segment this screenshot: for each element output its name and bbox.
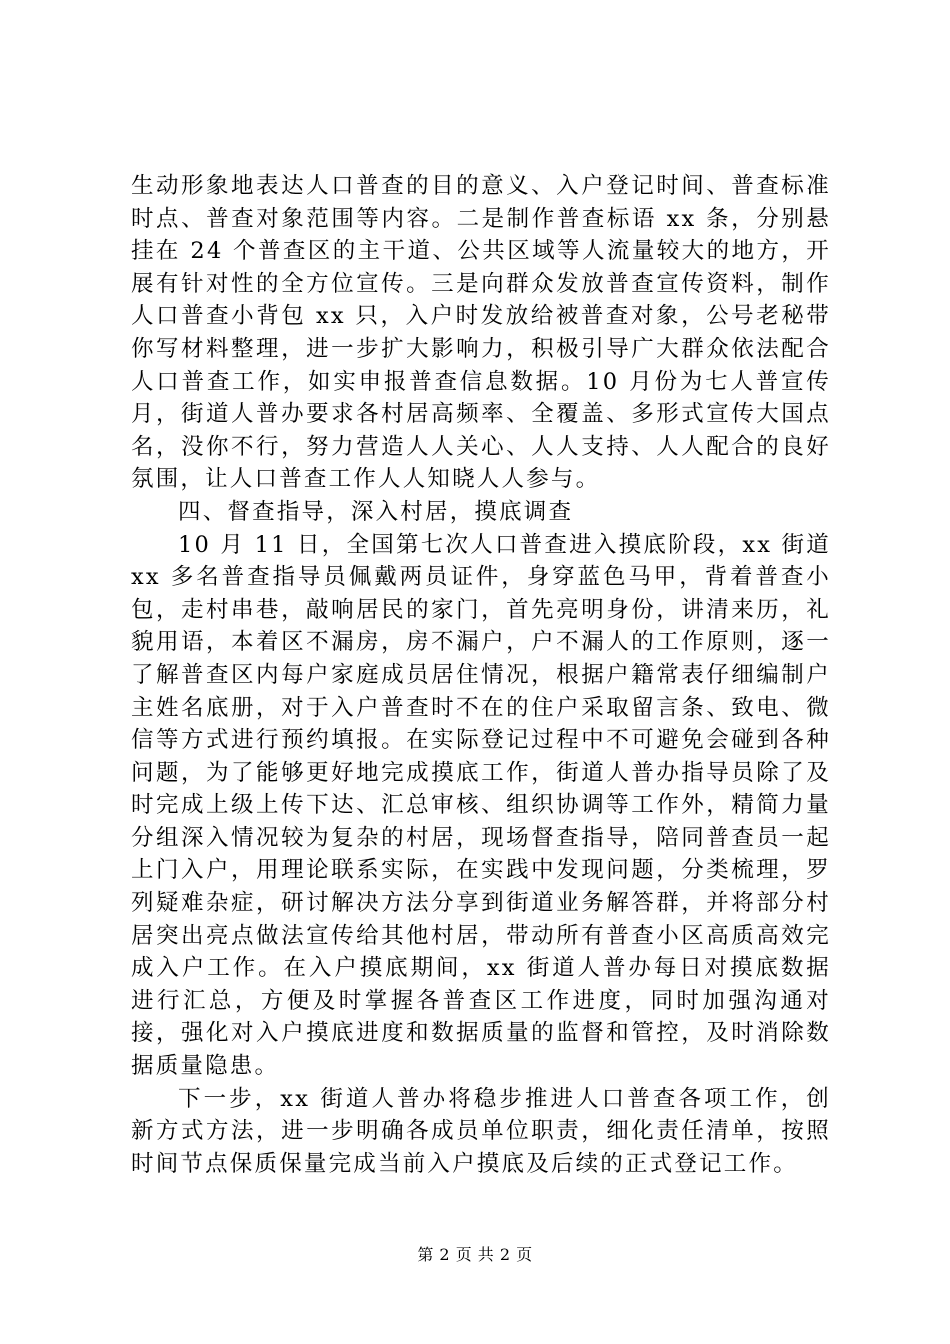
- paragraph-survey: 10 月 11 日，全国第七次人口普查进入摸底阶段，xx 街道 xx 多名普查指导员佩戴两员证件，身穿蓝色马甲，背着普查小包，走村串巷，敲响居民的家门，首先亮明身份，讲清来历，礼貌用语，本着区不漏房，房不漏户，户不漏人的工作原则，逐一了解普查区内每户家庭成员居住情况，根据户籍常表仔细编制户主姓名底册，对于入户普查时不在的住户采取留言条、致电、微信等方式进行预约填报。在实际登记过程中不可避免会碰到各种问题，为了能够更好地完成摸底工作，街道人普办指导员除了及时完成上级上传下达、汇总审核、组织协调等工作外，精简力量分组深入情况较为复杂的村居，现场督查指导，陪同普查员一起上门入户，用理论联系实际，在实践中发现问题，分类梳理，罗列疑难杂症，研讨解决方法分享到街道业务解答群，并将部分村居突出亮点做法宣传给其他村居，带动所有普查小区高质高效完成入户工作。在入户摸底期间，xx 街道人普办每日对摸底数据进行汇总，方便及时掌握各普查区工作进度，同时加强沟通对接，强化对入户摸底进度和数据质量的监督和管控，及时消除数据质量隐患。: [131, 531, 831, 1080]
- page-number-footer: 第 2 页 共 2 页: [417, 1245, 533, 1264]
- section-heading-supervision: 四、督查指导，深入村居，摸底调查: [178, 498, 574, 525]
- paragraph-next-steps: 下一步，xx 街道人普办将稳步推进人口普查各项工作，创新方式方法，进一步明确各成员单位职责，细化责任清单，按照时间节点保质保量完成当前入户摸底及后续的正式登记工作。: [131, 1085, 831, 1177]
- document-body: [131, 170, 831, 1180]
- paragraph-publicity: 生动形象地表达人口普查的目的意义、入户登记时间、普查标准时点、普查对象范围等内容。二是制作普查标语 xx 条，分别悬挂在 24 个普查区的主干道、公共区域等人流量较大的地方，开展有针对性的全方位宣传。三是向群众发放普查宣传资料，制作人口普查小背包 xx 只，入户时发放给被普查对象，公号老秘带你写材料整理，进一步扩大影响力，积极引导广大群众依法配合人口普查工作，如实申报普查信息数据。10 月份为七人普宣传月，街道人普办要求各村居高频率、全覆盖、多形式宣传大国点名，没你不行，努力营造人人关心、人人支持、人人配合的良好氛围，让人口普查工作人人知晓人人参与。: [131, 173, 831, 493]
